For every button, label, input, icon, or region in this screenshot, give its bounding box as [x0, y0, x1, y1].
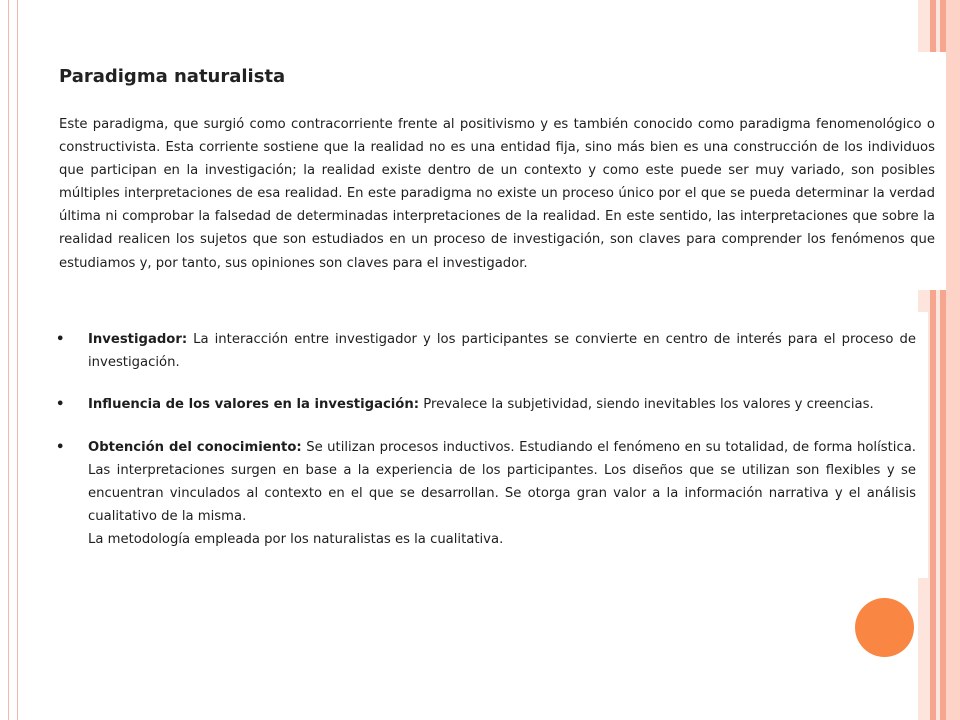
left-border-rule	[8, 0, 18, 720]
bullet-icon: •	[56, 332, 65, 347]
item-text: La interacción entre investigador y los participantes se convierte en centro de interés para el proceso de investigación.	[88, 332, 916, 371]
list-item-obtencion-conocimiento	[50, 436, 916, 552]
item-text: Se utilizan procesos inductivos. Estudiando el fenómeno en su totalidad, de forma holística. Las interpretaciones surgen en base a la experiencia de los participantes. Los diseños que se utilizan son flexibles y se encuentran vinculados al contexto en el que se desarrollan. Se otorga gran valor a la información narrativa y el análisis cualitativo de la misma.	[88, 439, 916, 525]
bullet-icon: •	[56, 397, 65, 413]
item-extra-text: La metodología empleada por los naturalistas es la cualitativa.	[88, 532, 504, 548]
item-term: Investigador:	[88, 332, 188, 347]
bullet-icon: •	[56, 439, 65, 455]
item-term: Obtención del conocimiento:	[88, 439, 302, 455]
item-text: Prevalece la subjetividad, siendo inevitables los valores y creencias.	[419, 397, 874, 413]
section-title: Paradigma naturalista	[59, 66, 286, 87]
orange-circle-decoration	[855, 598, 914, 657]
item-term: Influencia de los valores en la investigación:	[88, 397, 420, 413]
characteristics-list	[50, 328, 916, 571]
list-item-influencia-valores	[50, 393, 916, 416]
intro-paragraph: Este paradigma, que surgió como contracorriente frente al positivismo y es también conocido como paradigma fenomenológico o constructivista. Esta corriente sostiene que la realidad no es una entidad fija, sino más bien es una construcción de los individuos que participan en la investigación; la realidad existe dentro de un contexto y como este puede ser muy variado, son posibles múltiples interpretaciones de esa realidad. En este paradigma no existe un proceso único por el que se pueda determinar la verdad última ni comprobar la falsedad de determinadas interpretaciones de la realidad. En este sentido, las interpretaciones que sobre la realidad realicen los sujetos que son estudiados en un proceso de investigación, son claves para comprender los fenómenos que estudiamos y, por tanto, sus opiniones son claves para el investigador.	[59, 117, 935, 271]
list-item-investigador	[50, 328, 916, 374]
stripe-5	[946, 0, 960, 720]
